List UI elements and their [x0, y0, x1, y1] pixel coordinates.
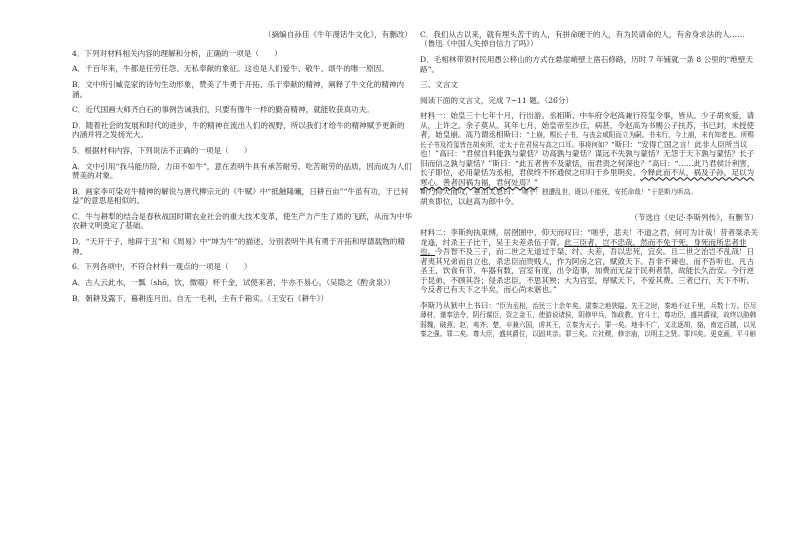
- text-run: 斯曰：“安得亡国之言！此非人臣所当议也！”高曰：“君侯自料能孰与蒙恬？功高孰与蒙恬？谋远不失孰与蒙恬？无怨于天下孰与蒙恬？长子旧而信之孰与蒙恬？”斯曰：“此五者皆不及蒙恬，而君责之何深也？”高曰：“……此乃君侯计利害，长子即位，必用蒙恬为丞相，君侯终不怀通侯之印归于乡里明矣。: [420, 139, 755, 178]
- text-run: 胡亥即位，以赵高为郎中令。: [420, 196, 519, 206]
- option-c: C．牛与耕犁的结合是春秋战国时期农业社会的重大技术变革，使生产力产生了质的飞跃，从而为中华农耕文明奠定了基础。: [72, 211, 412, 231]
- wavy-underlined-sentence: 今释此而不从，祸及子孙，足以为寒心。善者因祸为福，君何处焉？”: [420, 168, 755, 187]
- question-4: [72, 49, 412, 140]
- option-b: B．文中所引臧克家的诗句生动形象，赞美了牛勇于开拓、乐于奉献的精神，阐释了牛文化的精神内涵。: [72, 80, 405, 99]
- question-stem: 5．根据材料内容，下列说法不正确的一项是（ ）: [72, 146, 252, 155]
- option-b: B．画家李可染对牛精神的解说与唐代柳宗元的《牛赋》中“抵触隆曦，日耕百亩”“牛虽有功，于已何益”的意思是相似的。: [72, 186, 409, 206]
- option-d: D．随着社会的发展和时代的进步，牛的精神在流出人们的视野，所以我们才给牛的精神赋予更新的内涵并将之发扬光大。: [72, 120, 405, 140]
- text-run: 斯乃仰天而叹，垂泪太息曰：: [420, 187, 519, 197]
- text-run: 材料一：始皇三十七年十月，行出游。丞相斯、中车府令赵高兼行符玺令事，皆从。少子胡亥爱，请从，上许之。余子莫从。其年七月，始皇帝至沙丘，病甚，令赵高为书赐公子扶苏，书已封，未授使者，始皇崩。高乃谓丞相斯曰：: [420, 111, 755, 140]
- material-two-letter: [420, 301, 758, 339]
- section-title: 三、文言文: [420, 80, 458, 90]
- text-run: 材料二：李斯拘执束缚，居囹圄中，仰天而叹曰：“嗟乎，悲夫！不道之君，何可为计哉！昔者桀杀关龙逢，纣杀王子比干，吴王夫差杀伍子胥。: [420, 228, 759, 247]
- question-6: [72, 262, 412, 303]
- source-attribution: （节选自《史记·李斯列传》，有删节）: [630, 212, 758, 222]
- option-a: A．古人云此水，一瓢（shō，饮，微啜）杯千金，试使来者，牛亦不易心。（吴隐之《酌贪泉》）: [72, 277, 395, 287]
- right-column: [420, 30, 758, 345]
- option-d: D．“天开于子，地辟于丑”和《周易》中“坤为牛”的描述，分别表明牛具有勇于开拓和厚德载物的精神。: [72, 237, 405, 256]
- option-c: C．近代国画大师齐白石的事例告诫我们，只要有像牛一样的勤奋精神，就能收获真功夫。: [72, 105, 374, 115]
- question-stem: 6．下列各项中，不符合材料一观点的一项是（ ）: [72, 262, 252, 272]
- question-5: [72, 146, 412, 256]
- quote-run: “嗟乎！独遭乱世，既以不能死，安托命哉！”于是斯乃听高。: [518, 188, 697, 197]
- text-run: 今吾智不及三子，而二世之无道过于桀、纣、夫差，吾以忠死，宜矣。且二世之治岂不乱哉！日者夷其兄弟而自立也，杀忠臣而贵贱人，作为阿房之宫，赋敛天下。吾非不谏也，而不吾听也。凡古圣王，饮食有节，车器有数，宫室有度，出令造事，加费而无益于民利者禁，故能长久治安。今行逆于昆弟，不顾其咎；侵杀忠臣，不思其殃；大为宫室，厚赋天下，不爱其费。三者已行，天下不听。今反者已有天下之半矣，而心尚未寤也。”: [420, 247, 755, 295]
- quote-run: “臣为丞相，治民三十余年矣。逮秦之地狭隘。先王之时，秦地不过千里，兵数十万。臣尽薄材，谨奉法令，阴行谋臣，资之金玉，使游说诸侯，阴修甲兵，饰政教，官斗士，尊功臣，盛其爵禄，故终以胁韩弱魏，破燕、赵，夷齐、楚，卒兼六国，虏其王，立秦为天子。罪一矣。地非不广，又北逐胡、貉，南定百越，以见秦之强。罪二矣。尊大臣，盛其爵位，以固其亲。罪三矣。立社稷，修宗庙，以明主之贤。罪四矣。更克画，平斗斛: [420, 301, 757, 339]
- text-run: 李斯乃从狱中上书曰：: [420, 300, 496, 310]
- option-c: C．我们从古以来，就有埋头苦干的人，有拼命硬干的人，有为民请命的人，有舍身求法的人……（鲁迅《中国人失掉自信力了吗》）: [420, 30, 745, 49]
- option-d: D．毛相林带领村民用愚公移山的方式在悬崖峭壁上凿石修路，历时 7 年铺就一条 8 公里的“绝壁天路”。: [420, 55, 754, 74]
- option-b: B．朝耕及露下，暮耕连月出。自无一毛利，主有千箱实。（王安石《耕牛》）: [72, 293, 329, 303]
- question-stem: 4．下列对材料相关内容的理解和分析，正确的一项是（ ）: [72, 48, 282, 58]
- source-attribution: （摘编自孙佳《牛年漫话牛文化》，有删改）: [263, 30, 412, 39]
- left-column: [72, 30, 412, 309]
- material-two: [420, 228, 758, 294]
- underlined-sentence: 此三臣者，岂不忠哉，然而不免于死，身死而所忠者非也。: [420, 237, 747, 257]
- option-a: A．千百年来，牛都是任劳任怨、无私奉献的象征。这也是人们爱牛、敬牛、颂牛的唯一原因。: [72, 64, 389, 74]
- reading-instruction: 阅读下面的文言文，完成 7~11 题。（26分）: [420, 95, 574, 105]
- material-one: [420, 111, 758, 206]
- option-a: A．文中引用“我马能历险，力田不如牛”，意在表明牛具有承苦耐劳、吃苦耐劳的品质，因而成为人们赞美的对象。: [72, 161, 412, 181]
- quote-run: “上崩，赐长子书，与丧会咸阳而立为嗣。书未行，今上崩，未有知者也。所赐长子书及符玺皆在胡亥所，定太子在君侯与高之口耳。事将何如？”: [420, 131, 754, 149]
